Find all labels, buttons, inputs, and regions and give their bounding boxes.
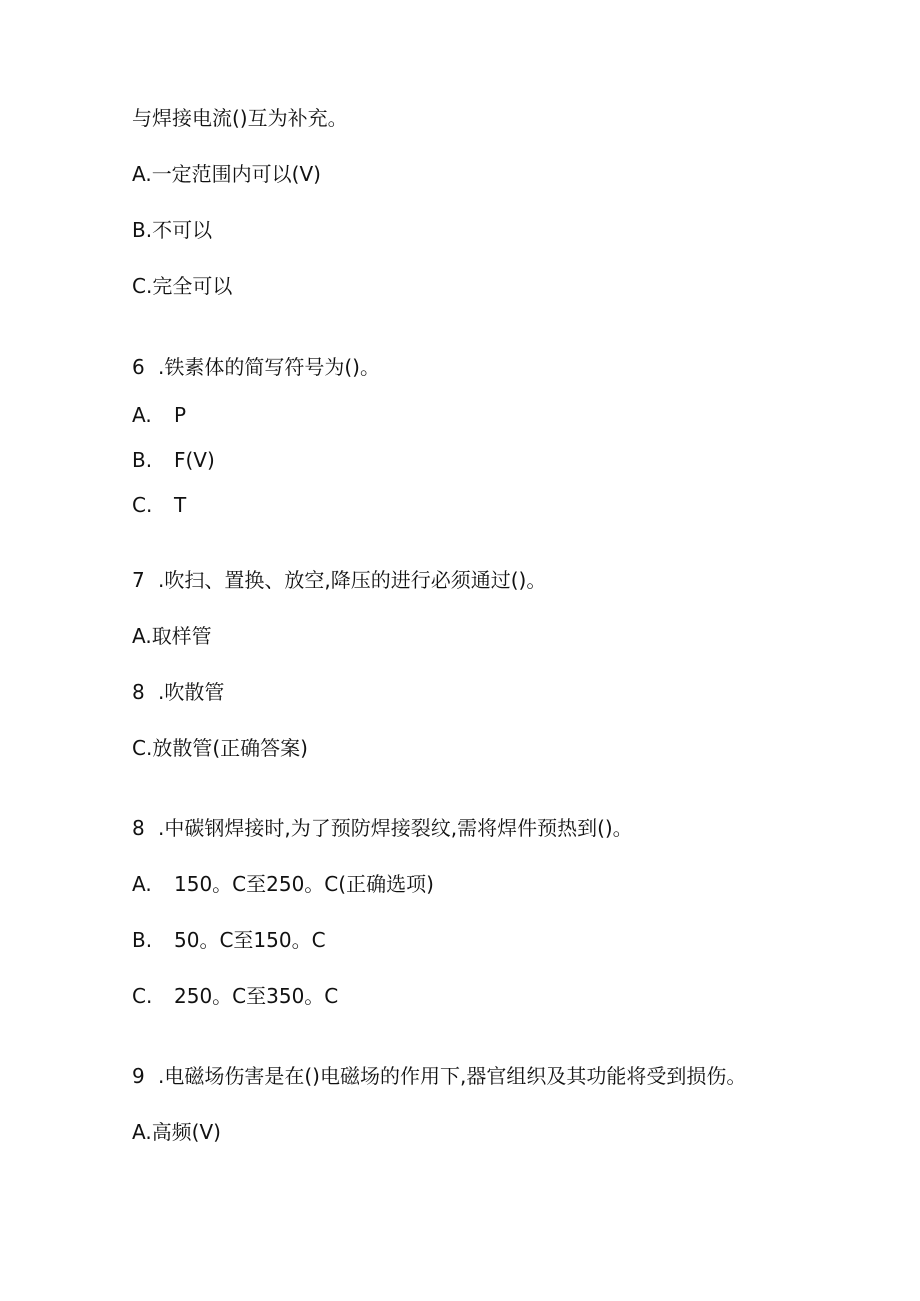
question-number: 7	[132, 568, 145, 592]
question-5-option-c: C.完全可以	[132, 274, 233, 298]
option-text: 250。C至350。C	[174, 984, 339, 1008]
question-8-option-c	[132, 983, 338, 1009]
question-text: .电磁场伤害是在()电磁场的作用下,器官组织及其功能将受到损伤。	[158, 1064, 747, 1088]
question-8	[132, 815, 633, 841]
question-5-tail: 与焊接电流()互为补充。	[132, 106, 348, 130]
option-text: F(V)	[174, 448, 215, 472]
question-7-option-b	[132, 679, 224, 705]
question-6	[132, 354, 380, 380]
question-text: .吹扫、置换、放空,降压的进行必须通过()。	[158, 568, 547, 592]
question-6-option-b	[132, 447, 215, 473]
option-letter: A.	[132, 872, 152, 896]
question-8-option-a	[132, 871, 434, 897]
question-6-option-c	[132, 492, 186, 518]
question-number: 6	[132, 355, 145, 379]
question-text: .铁素体的简写符号为()。	[158, 355, 380, 379]
option-text: T	[174, 493, 187, 517]
question-number: 8	[132, 816, 145, 840]
option-text: 50。C至150。C	[174, 928, 326, 952]
question-7-option-c: C.放散管(正确答案)	[132, 736, 308, 760]
question-number: 9	[132, 1064, 145, 1088]
question-5-option-b: B.不可以	[132, 218, 213, 242]
question-9	[132, 1063, 746, 1089]
question-text: .中碳钢焊接时,为了预防焊接裂纹,需将焊件预热到()。	[158, 816, 633, 840]
question-6-option-a	[132, 402, 186, 428]
question-9-option-a: A.高频(V)	[132, 1120, 221, 1144]
question-7-option-a: A.取样管	[132, 624, 212, 648]
option-text: 150。C至250。C(正确选项)	[174, 872, 434, 896]
option-letter: B.	[132, 928, 153, 952]
option-letter: C.	[132, 984, 153, 1008]
question-7	[132, 567, 546, 593]
question-5-option-a: A.一定范围内可以(V)	[132, 162, 321, 186]
question-8-option-b	[132, 927, 326, 953]
option-text: P	[174, 403, 187, 427]
option-letter: C.	[132, 493, 153, 517]
option-letter: A.	[132, 403, 152, 427]
option-letter: B.	[132, 448, 153, 472]
option-text: .吹散管	[158, 680, 225, 704]
option-number: 8	[132, 680, 145, 704]
